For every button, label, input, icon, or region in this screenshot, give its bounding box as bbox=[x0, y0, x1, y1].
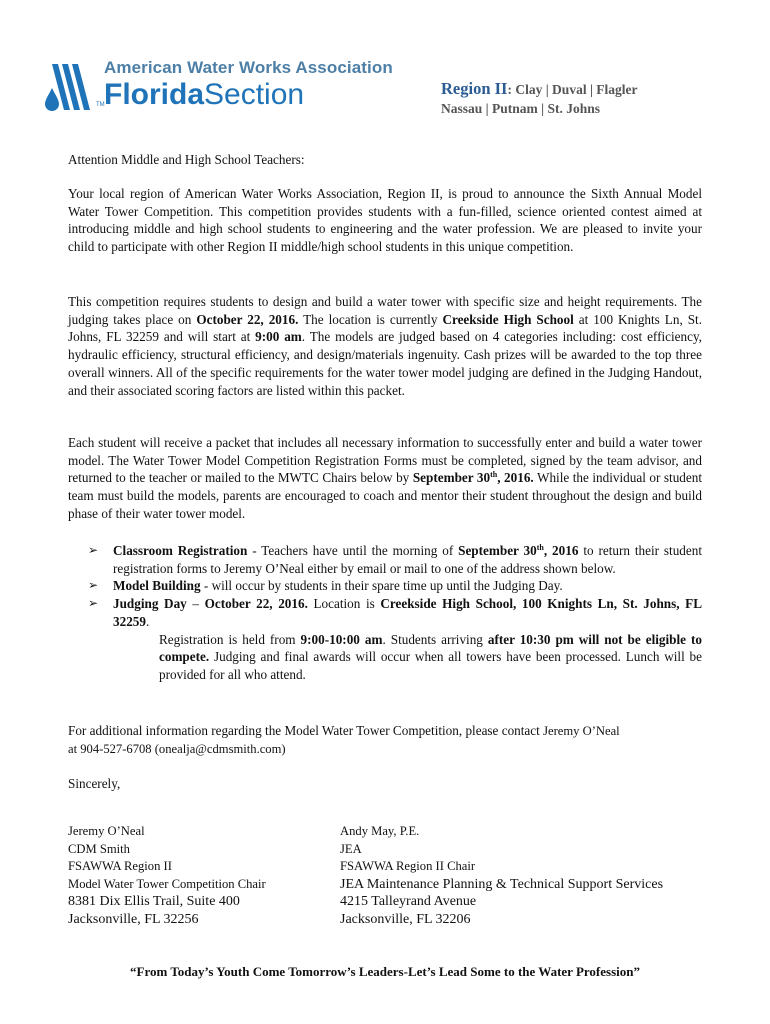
text-run: This competition requires students to design and build a water tower with specific size and height requirements. The judging takes place on bbox=[68, 294, 702, 327]
competition-paragraph bbox=[68, 293, 702, 399]
contact-phone-email: at 904-527-6708 (onealja@cdmsmith.com) bbox=[68, 741, 286, 756]
date-year: , 2016 bbox=[543, 543, 579, 558]
bullet-judging-day bbox=[88, 595, 702, 630]
closing: Sincerely, bbox=[68, 776, 121, 791]
logo-association-name: American Water Works Association bbox=[104, 58, 393, 77]
logo-florida: Florida bbox=[104, 78, 205, 111]
text-run: at 100 Knights Ln, St. Johns, FL 32259 and will start at bbox=[68, 311, 703, 345]
date-text: September 30 bbox=[458, 543, 537, 558]
text-run: – bbox=[186, 596, 205, 612]
signer-company: CDM Smith bbox=[68, 841, 130, 856]
signature-block-right bbox=[340, 823, 663, 928]
region-header bbox=[441, 79, 741, 118]
deadline-year: , 2016. bbox=[497, 470, 534, 486]
region-counties-line2: Nassau | Putnam | St. Johns bbox=[441, 101, 600, 116]
signer-name: Andy May, P.E. bbox=[340, 824, 420, 838]
bullet-location: Creekside High School, 100 Knights Ln, St. Johns, FL 32259 bbox=[113, 596, 702, 629]
text-run: - Teachers have until the morning of bbox=[247, 543, 459, 558]
bullet-title: Model Building bbox=[113, 578, 201, 594]
arrow-bullet-icon: ➢ bbox=[88, 543, 99, 557]
deadline-superscript: th bbox=[490, 470, 498, 480]
text-run: to return their student registration forms to Jeremy O’Neal either by email or mail to one of the address shown below. bbox=[113, 543, 702, 576]
text-run: Location is bbox=[307, 596, 381, 612]
water-drop-logo-icon bbox=[44, 62, 96, 114]
arrow-bullet-icon: ➢ bbox=[88, 578, 99, 593]
text-run: The location is currently bbox=[298, 311, 443, 327]
contact-name: Jeremy O’Neal bbox=[543, 724, 620, 738]
text-run: Registration is held from bbox=[159, 631, 301, 647]
text-run: . Students arriving bbox=[382, 631, 488, 647]
logo-trademark: TM bbox=[96, 102, 105, 108]
late-arrival-warning: after 10:30 pm will not be eligible to compete. bbox=[159, 631, 702, 665]
registration-time: 9:00-10:00 am bbox=[300, 631, 383, 647]
judging-day-details bbox=[88, 631, 702, 684]
signer-org: FSAWWA Region II Chair bbox=[340, 859, 476, 873]
judging-date: October 22, 2016. bbox=[196, 311, 299, 327]
signature-block-left bbox=[68, 823, 266, 928]
contact-line1 bbox=[68, 722, 702, 741]
text-run: For additional information regarding the Model Water Tower Competition, please contact bbox=[68, 723, 544, 738]
text-run: . The models are judged based on 4 categories including: cost efficiency, hydraulic efficiency, structural efficiency, and design/materials ingenuity. Cash prizes will be awarded to the top three overall winners. All of the specific requirements for the water tower model judging are defined in the Judging Handout, and their associated scoring factors are listed within this packet. bbox=[68, 329, 702, 398]
signer-title: JEA Maintenance Planning & Technical Support Services bbox=[340, 876, 664, 892]
text-run: While the individual or student team must build the models, parents are encouraged to coach and mentor their student throughout the design and build phase of their water tower model. bbox=[68, 470, 703, 521]
text-run: Judging and final awards will occur when all towers have been processed. Lunch will be provided for all who attend. bbox=[159, 649, 702, 682]
signer-title: Model Water Tower Competition Chair bbox=[68, 876, 266, 891]
signer-address-line1: 4215 Talleyrand Avenue bbox=[340, 894, 477, 909]
schedule-bullet-list bbox=[88, 542, 702, 684]
signer-company: JEA bbox=[340, 841, 362, 856]
date-superscript: th bbox=[536, 543, 544, 552]
salutation: Attention Middle and High School Teachers: bbox=[68, 152, 305, 167]
contact-paragraph bbox=[68, 722, 702, 758]
footer-motto: “From Today’s Youth Come Tomorrow’s Leaders-Let’s Lead Some to the Water Profession” bbox=[130, 964, 640, 979]
signer-org: FSAWWA Region II bbox=[68, 859, 172, 873]
signer-address-line2: Jacksonville, FL 32256 bbox=[68, 911, 199, 927]
bullet-title: Classroom Registration bbox=[113, 543, 248, 558]
text-run: . bbox=[145, 613, 150, 629]
logo-section: Section bbox=[204, 78, 305, 111]
bullet-date: October 22, 2016. bbox=[204, 596, 308, 612]
packet-paragraph bbox=[68, 434, 702, 523]
signer-address-line1: 8381 Dix Ellis Trail, Suite 400 bbox=[68, 894, 240, 909]
signer-address-line2: Jacksonville, FL 32206 bbox=[340, 911, 471, 927]
signer-name: Jeremy O’Neal bbox=[68, 824, 145, 838]
deadline-date bbox=[413, 470, 534, 485]
start-time: 9:00 am bbox=[255, 329, 302, 345]
bullet-title: Judging Day bbox=[113, 596, 187, 612]
location-name: Creekside High School bbox=[442, 311, 574, 327]
text-run: - will occur by students in their spare time up until the Judging Day. bbox=[200, 578, 563, 594]
bullet-date bbox=[458, 543, 578, 558]
bullet-model-building bbox=[88, 577, 702, 595]
deadline-text: September 30 bbox=[412, 470, 491, 486]
logo-section-name bbox=[104, 78, 304, 112]
bullet-classroom-registration bbox=[88, 542, 702, 577]
awwa-florida-section-logo bbox=[44, 58, 404, 116]
region-name: Region II bbox=[441, 79, 508, 98]
intro-paragraph: Your local region of American Water Works Association, Region II, is proud to announce the Sixth Annual Model Water Tower Competition. This competition provides students with a fun-filled, science oriented contest aimed at introducing middle and high school students to engineering and the water profession. We are pleased to invite your child to participate with other Region II middle/high school students in this unique competition. bbox=[68, 186, 702, 255]
text-run: Each student will receive a packet that includes all necessary information to successfully enter and build a water tower model. The Water Tower Model Competition Registration Forms must be completed, signed by the team advisor, and returned to the teacher or mailed to the MWTC Chairs below by bbox=[68, 435, 702, 486]
arrow-bullet-icon: ➢ bbox=[88, 596, 99, 611]
region-counties-line1: : Clay | Duval | Flagler bbox=[507, 82, 638, 97]
